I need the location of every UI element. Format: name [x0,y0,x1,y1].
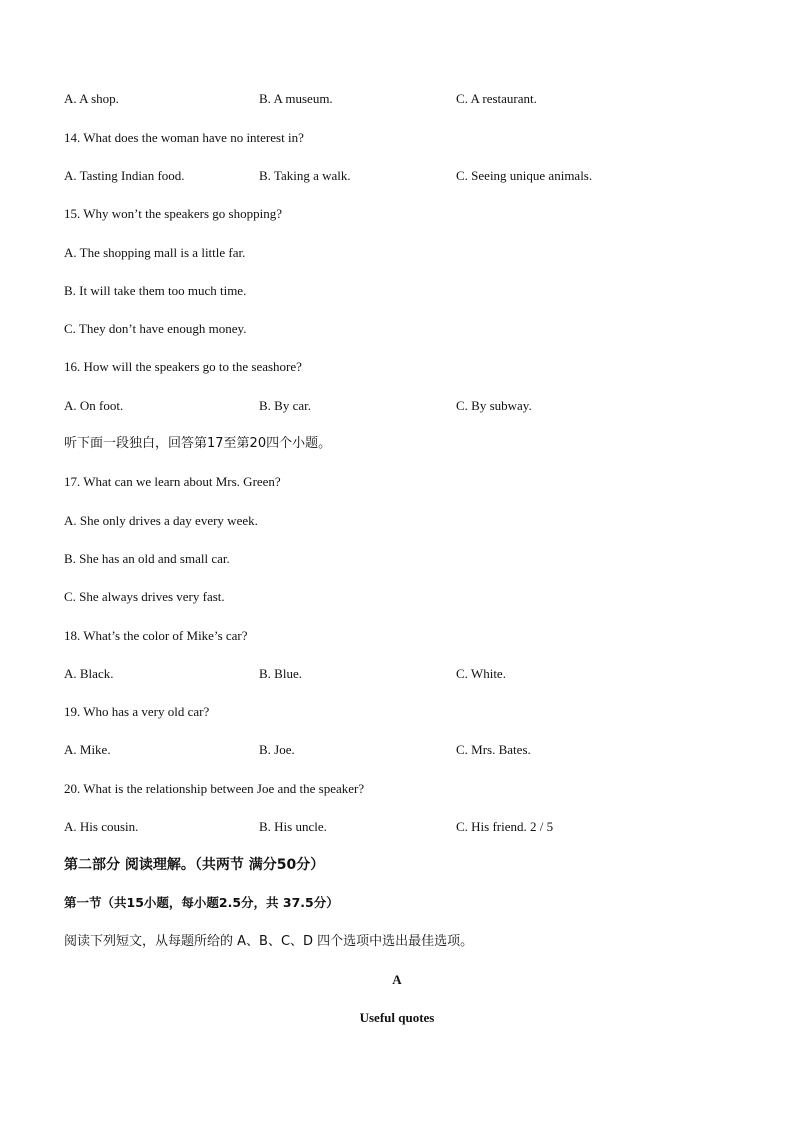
option-b: B. Joe. [259,742,295,757]
page-number: 2 / 5 [530,819,554,834]
question-16-stem: 16. How will the speakers go to the seashore? [64,359,302,374]
option-a: A. A shop. [64,91,119,106]
option-a: A. Mike. [64,742,111,757]
question-15-option-b: B. It will take them too much time. [64,283,247,298]
question-17-option-c: C. She always drives very fast. [64,589,225,604]
question-15-option-c: C. They don’t have enough money. [64,321,247,336]
option-b: B. By car. [259,398,311,413]
option-a: A. Tasting Indian food. [64,168,185,183]
part-two-heading: 第二部分 阅读理解。（共两节 满分50分） [64,857,325,873]
passage-letter: A [392,972,402,987]
option-c: C. A restaurant. [456,91,537,106]
section-one-heading: 第一节（共15小题，每小题2.5分，共 37.5分） [64,895,339,910]
option-c: C. His friend. [456,819,527,834]
option-b: B. His uncle. [259,819,327,834]
question-19-stem: 19. Who has a very old car? [64,704,210,719]
question-17-option-a: A. She only drives a day every week. [64,513,258,528]
option-c: C. Seeing unique animals. [456,168,593,183]
question-18-stem: 18. What’s the color of Mike’s car? [64,628,248,643]
option-c: C. White. [456,666,506,681]
question-17-stem: 17. What can we learn about Mrs. Green? [64,474,281,489]
question-20-stem: 20. What is the relationship between Joe and the speaker? [64,781,365,796]
option-a: A. His cousin. [64,819,139,834]
question-15-stem: 15. Why won’t the speakers go shopping? [64,206,282,221]
reading-instruction: 阅读下列短文，从每题所给的 A、B、C、D 四个选项中选出最佳选项。 [64,934,474,949]
question-14-stem: 14. What does the woman have no interest in? [64,130,304,145]
option-a: A. Black. [64,666,114,681]
question-17-option-b: B. She has an old and small car. [64,551,230,566]
monologue-instruction: 听下面一段独白，回答第17至第20四个小题。 [64,436,332,451]
option-c-with-page-number [456,819,553,835]
option-b: B. Blue. [259,666,302,681]
question-15-option-a: A. The shopping mall is a little far. [64,245,246,260]
option-b: B. Taking a walk. [259,168,351,183]
option-c: C. Mrs. Bates. [456,742,531,757]
option-c: C. By subway. [456,398,532,413]
option-a: A. On foot. [64,398,124,413]
passage-title: Useful quotes [359,1010,435,1025]
option-b: B. A museum. [259,91,333,106]
